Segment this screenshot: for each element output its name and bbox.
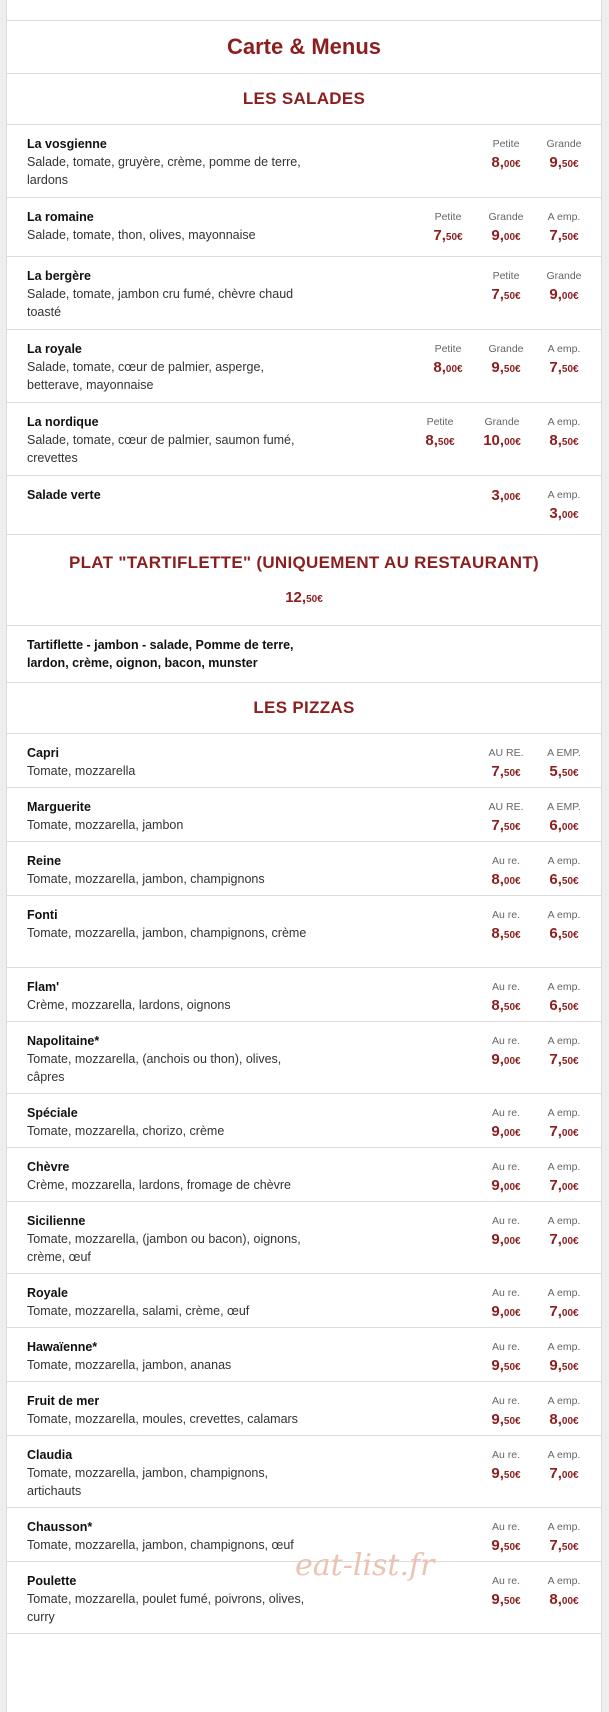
- price-column: [477, 906, 535, 946]
- item-description: Tomate, mozzarella, jambon: [27, 818, 184, 832]
- item-description: Salade, tomate, cœur de palmier, saumon fumé, crevettes: [27, 433, 295, 465]
- price-column: [535, 1158, 593, 1198]
- menu-item: [7, 896, 601, 967]
- price-column: [419, 208, 477, 248]
- price-label: Au re.: [491, 1449, 520, 1461]
- menu-item: [7, 1094, 601, 1147]
- menu-item: [7, 1436, 601, 1507]
- price-value: 9,50€: [549, 154, 579, 171]
- item-name: Fruit de mer: [27, 1394, 100, 1408]
- price-label: Au re.: [491, 1395, 520, 1407]
- price-column: [477, 1158, 535, 1198]
- price-column: [535, 798, 593, 838]
- price-label: AU RE.: [488, 801, 524, 813]
- price-column: [535, 1338, 593, 1378]
- item-name: Chèvre: [27, 1160, 70, 1174]
- price-column: [535, 135, 593, 175]
- price-column: [477, 1518, 535, 1558]
- item-description: Tomate, mozzarella, moules, crevettes, calamars: [27, 1412, 298, 1426]
- item-name: La vosgienne: [27, 137, 107, 151]
- price-column: [535, 1284, 593, 1324]
- item-name: La royale: [27, 342, 82, 356]
- price-column: [535, 906, 593, 946]
- item-name: Chausson*: [27, 1520, 93, 1534]
- section-heading-salades: LES SALADES: [242, 89, 366, 108]
- price-value: 9,00€: [491, 1231, 521, 1248]
- price-value: 6,50€: [549, 871, 579, 888]
- price-label: Au re.: [491, 1287, 520, 1299]
- divider: [7, 1633, 601, 1634]
- price-value: 9,00€: [549, 286, 579, 303]
- price-label: A EMP.: [547, 801, 581, 813]
- menu-item: [7, 788, 601, 841]
- plat-section: [7, 535, 601, 625]
- item-name: La nordique: [27, 415, 99, 429]
- price-label: Grande: [546, 270, 582, 282]
- price-label: Au re.: [491, 909, 520, 921]
- item-description: Tomate, mozzarella: [27, 764, 136, 778]
- price-group: [477, 486, 593, 526]
- item-description: Salade, tomate, gruyère, crème, pomme de terre, lardons: [27, 155, 301, 187]
- price-value: 5,50€: [549, 763, 579, 780]
- price-value: 6,00€: [549, 817, 579, 834]
- price-column: [535, 852, 593, 892]
- price-label: AU RE.: [488, 747, 524, 759]
- price-group: [477, 1212, 593, 1252]
- price-label: Petite: [492, 270, 520, 282]
- price-label: Au re.: [491, 1035, 520, 1047]
- price-value: 7,50€: [433, 227, 463, 244]
- price-label: A emp.: [547, 1161, 581, 1173]
- menu-item: [7, 1022, 601, 1093]
- price-column: [477, 1284, 535, 1324]
- item-name: Flam': [27, 980, 60, 994]
- price-group: [477, 906, 593, 946]
- price-label: Grande: [546, 138, 582, 150]
- price-column: [535, 267, 593, 307]
- price-value: 10,00€: [483, 432, 521, 449]
- price-column: [469, 413, 535, 453]
- price-value: 9,00€: [491, 1177, 521, 1194]
- price-value: 7,00€: [549, 1465, 579, 1482]
- price-label: Au re.: [491, 1521, 520, 1533]
- price-value: 8,50€: [491, 997, 521, 1014]
- menu-item: [7, 125, 601, 197]
- menu-item: [7, 330, 601, 402]
- price-value: 9,00€: [491, 227, 521, 244]
- item-name: Sicilienne: [27, 1214, 86, 1228]
- page-title: Carte & Menus: [226, 34, 382, 59]
- price-group: [477, 135, 593, 175]
- price-label: A emp.: [547, 909, 581, 921]
- price-value: 7,00€: [549, 1231, 579, 1248]
- price-column: [535, 1446, 593, 1486]
- price-value: 7,50€: [549, 1051, 579, 1068]
- menu-item: [7, 476, 601, 534]
- price-column: [477, 1446, 535, 1486]
- price-label: Au re.: [491, 1575, 520, 1587]
- price-value: 9,00€: [491, 1303, 521, 1320]
- item-description: Salade, tomate, cœur de palmier, asperge, betterave, mayonnaise: [27, 360, 264, 392]
- price-label: Petite: [434, 211, 462, 223]
- price-value: 7,00€: [549, 1123, 579, 1140]
- item-name: Fonti: [27, 908, 58, 922]
- price-value: 9,50€: [491, 1537, 521, 1554]
- plat-item: [7, 626, 601, 682]
- menu-item: [7, 1274, 601, 1327]
- item-name: Capri: [27, 746, 59, 760]
- price-value: 9,50€: [491, 1591, 521, 1608]
- price-label: A emp.: [547, 416, 581, 428]
- price-value: 7,50€: [491, 817, 521, 834]
- pizzas-list: [7, 734, 601, 1634]
- price-group: [411, 413, 593, 453]
- plat-item-name: Tartiflette - jambon - salade, Pomme de terre, lardon, crème, oignon, bacon, munster: [27, 638, 294, 670]
- item-name: Royale: [27, 1286, 68, 1300]
- price-label: A emp.: [547, 211, 581, 223]
- price-group: [477, 852, 593, 892]
- item-description: Salade, tomate, jambon cru fumé, chèvre chaud toasté: [27, 287, 294, 319]
- price-column: [477, 1104, 535, 1144]
- price-label: Au re.: [491, 1215, 520, 1227]
- price-column: [419, 340, 477, 380]
- price-group: [477, 1446, 593, 1486]
- price-label: A emp.: [547, 1215, 581, 1227]
- price-value: 9,50€: [491, 359, 521, 376]
- price-column: [535, 1392, 593, 1432]
- price-column: [477, 135, 535, 175]
- item-name: Spéciale: [27, 1106, 78, 1120]
- price-value: 7,00€: [549, 1303, 579, 1320]
- price-group: [477, 267, 593, 307]
- section-heading-plat: PLAT "TARTIFLETTE" (UNIQUEMENT AU RESTAURANT): [68, 553, 539, 572]
- price-column: [477, 267, 535, 307]
- price-column: [477, 1572, 535, 1612]
- price-group: [419, 340, 593, 380]
- price-value: 7,50€: [491, 763, 521, 780]
- price-column: [535, 413, 593, 453]
- price-value: 8,00€: [491, 871, 521, 888]
- price-label: Au re.: [491, 1107, 520, 1119]
- price-column: [535, 978, 593, 1018]
- item-name: La bergère: [27, 269, 91, 283]
- item-name: La romaine: [27, 210, 94, 224]
- price-label: A emp.: [547, 1521, 581, 1533]
- price-value: 8,00€: [549, 1411, 579, 1428]
- price-label: A emp.: [547, 1575, 581, 1587]
- price-group: [419, 208, 593, 248]
- price-value: 7,50€: [549, 1537, 579, 1554]
- item-description: Salade, tomate, thon, olives, mayonnaise: [27, 228, 256, 242]
- price-group: [477, 1158, 593, 1198]
- price-column: [411, 413, 469, 453]
- menu-item: [7, 1328, 601, 1381]
- price-label: Grande: [484, 416, 520, 428]
- price-group: [477, 798, 593, 838]
- price-group: [477, 1518, 593, 1558]
- price-value: 9,00€: [491, 1123, 521, 1140]
- item-description: Tomate, mozzarella, jambon, champignons: [27, 872, 265, 886]
- menu-item: [7, 968, 601, 1021]
- item-description: Tomate, mozzarella, (jambon ou bacon), oignons, crème, œuf: [27, 1232, 301, 1264]
- price-label: A emp.: [547, 981, 581, 993]
- menu-item: [7, 257, 601, 329]
- menu-card: [6, 0, 602, 1712]
- item-description: Tomate, mozzarella, jambon, champignons, artichauts: [27, 1466, 269, 1498]
- price-label: Petite: [492, 138, 520, 150]
- price-label: A EMP.: [547, 747, 581, 759]
- price-group: [477, 1572, 593, 1612]
- price-group: [477, 1392, 593, 1432]
- menu-item: [7, 1148, 601, 1201]
- price-column: [535, 1572, 593, 1612]
- price-value: 9,50€: [491, 1411, 521, 1428]
- price-column: [535, 1518, 593, 1558]
- price-value: 8,00€: [549, 1591, 579, 1608]
- price-column: [477, 744, 535, 784]
- price-label: Petite: [434, 343, 462, 355]
- price-column: [477, 1212, 535, 1252]
- price-label: Au re.: [491, 981, 520, 993]
- price-label: Petite: [426, 416, 454, 428]
- section-heading-pizzas: LES PIZZAS: [253, 698, 355, 717]
- price-group: [477, 1032, 593, 1072]
- price-column: [535, 208, 593, 248]
- price-column: [477, 1392, 535, 1432]
- price-label: A emp.: [547, 1341, 581, 1353]
- price-group: [477, 744, 593, 784]
- price-group: [477, 1284, 593, 1324]
- watermark-logo: eat-list.fr: [295, 1548, 435, 1583]
- item-description: Tomate, mozzarella, (anchois ou thon), olives, câpres: [27, 1052, 282, 1084]
- price-value: 6,50€: [549, 925, 579, 942]
- price-value: 8,00€: [491, 154, 521, 171]
- price-label: Au re.: [491, 855, 520, 867]
- item-description: Crème, mozzarella, lardons, oignons: [27, 998, 231, 1012]
- price-column: [477, 1032, 535, 1072]
- price-value: 8,50€: [549, 432, 579, 449]
- price-group: [477, 1104, 593, 1144]
- price-column: [535, 1212, 593, 1252]
- price-column: [535, 340, 593, 380]
- item-name: Reine: [27, 854, 62, 868]
- price-value: 6,50€: [549, 997, 579, 1014]
- item-name: Claudia: [27, 1448, 73, 1462]
- price-value: 7,50€: [491, 286, 521, 303]
- price-column: [477, 208, 535, 248]
- price-group: [477, 1338, 593, 1378]
- price-label: A emp.: [547, 1449, 581, 1461]
- price-column: [535, 486, 593, 526]
- menu-item: [7, 734, 601, 787]
- price-value: 9,00€: [491, 1051, 521, 1068]
- item-name: Napolitaine*: [27, 1034, 100, 1048]
- price-label: A emp.: [547, 1107, 581, 1119]
- price-column: [477, 340, 535, 380]
- price-value: 9,50€: [549, 1357, 579, 1374]
- item-description: Tomate, mozzarella, jambon, ananas: [27, 1358, 232, 1372]
- price-column: [477, 852, 535, 892]
- price-group: [477, 978, 593, 1018]
- price-value: 8,50€: [425, 432, 455, 449]
- price-column: [535, 1032, 593, 1072]
- price-label: A emp.: [547, 489, 581, 501]
- item-description: Tomate, mozzarella, jambon, champignons, œuf: [27, 1538, 294, 1552]
- item-description: Crème, mozzarella, lardons, fromage de chèvre: [27, 1178, 292, 1192]
- price-label: Grande: [488, 211, 524, 223]
- price-label: A emp.: [547, 855, 581, 867]
- item-name: Hawaïenne*: [27, 1340, 98, 1354]
- price-label: Au re.: [491, 1341, 520, 1353]
- item-name: Poulette: [27, 1574, 77, 1588]
- plat-price: 12,50€: [285, 589, 323, 606]
- menu-item: [7, 403, 601, 475]
- menu-item: [7, 842, 601, 895]
- price-label: Grande: [488, 343, 524, 355]
- price-column: [477, 798, 535, 838]
- price-label: A emp.: [547, 1287, 581, 1299]
- price-value: 7,00€: [549, 1177, 579, 1194]
- price-label: A emp.: [547, 1395, 581, 1407]
- price-label: Au re.: [491, 1161, 520, 1173]
- price-label: A emp.: [547, 343, 581, 355]
- salades-list: [7, 125, 601, 535]
- price-value: 8,50€: [491, 925, 521, 942]
- item-name: Marguerite: [27, 800, 91, 814]
- price-value: 7,50€: [549, 359, 579, 376]
- price-label: A emp.: [547, 1035, 581, 1047]
- price-column: [535, 1104, 593, 1144]
- price-value: 7,50€: [549, 227, 579, 244]
- menu-item: [7, 1202, 601, 1273]
- item-name: Salade verte: [27, 488, 101, 502]
- price-value: 3,00€: [549, 505, 579, 522]
- price-value: 8,00€: [433, 359, 463, 376]
- price-column: [477, 1338, 535, 1378]
- price-value: 9,50€: [491, 1357, 521, 1374]
- item-description: Tomate, mozzarella, poulet fumé, poivrons, olives, curry: [27, 1592, 305, 1624]
- item-description: Tomate, mozzarella, chorizo, crème: [27, 1124, 225, 1138]
- item-description: Tomate, mozzarella, jambon, champignons, crème: [27, 926, 307, 940]
- price-column: [477, 486, 535, 526]
- item-description: Tomate, mozzarella, salami, crème, œuf: [27, 1304, 250, 1318]
- price-value: 9,50€: [491, 1465, 521, 1482]
- menu-item: [7, 198, 601, 256]
- price-column: [477, 978, 535, 1018]
- menu-item: [7, 1382, 601, 1435]
- price-column: [535, 744, 593, 784]
- price-value: 3,00€: [491, 487, 521, 504]
